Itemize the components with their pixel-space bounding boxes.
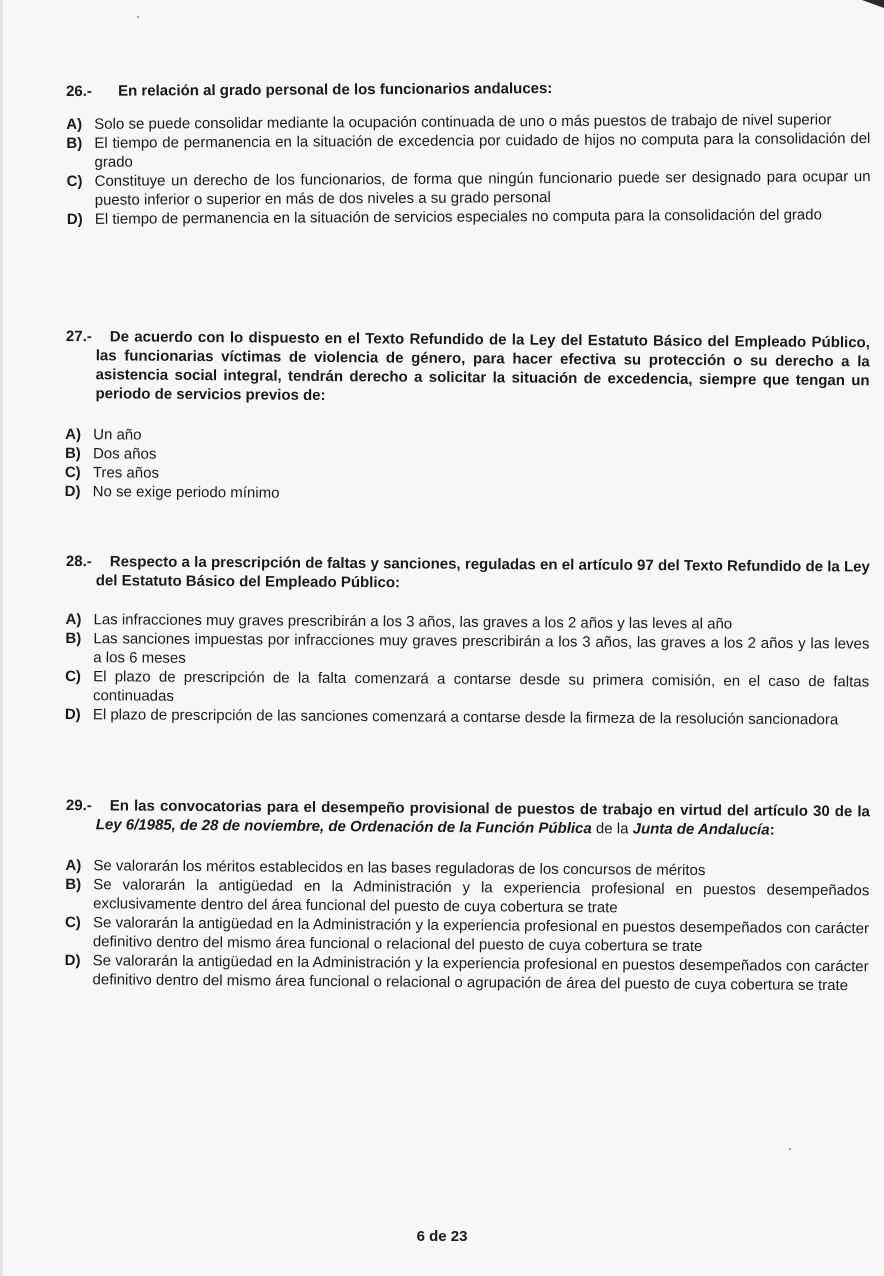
option-c[interactable] — [67, 167, 871, 210]
options-list — [64, 856, 869, 995]
question-number: 26.- — [66, 82, 92, 100]
option-letter: D) — [64, 705, 81, 724]
option-b[interactable] — [65, 875, 869, 919]
option-text: Un año — [93, 426, 142, 444]
option-b[interactable] — [65, 629, 869, 673]
institution-reference: Junta de Andalucía — [632, 820, 770, 839]
option-d[interactable] — [64, 951, 868, 995]
option-text: El tiempo de permanencia en la situación de servicios especiales no computa para la consolidación del grado — [94, 206, 822, 228]
option-letter: C) — [64, 913, 81, 932]
option-text: El plazo de prescripción de la falta comenzará a contarse desde su primera comisión, en el caso de faltas continuadas — [92, 668, 870, 705]
option-c[interactable] — [65, 667, 869, 711]
options-list — [65, 425, 870, 507]
question-28 — [65, 552, 870, 730]
option-text: Tres años — [92, 464, 160, 482]
option-letter: D) — [66, 210, 83, 228]
option-text: Constituye un derecho de los funcionarios, de forma que ningún funcionario puede ser designado para ocupar un puesto inferior o superior en más de dos niveles a su grado personal — [94, 168, 871, 209]
question-stem: Respecto a la prescripción de faltas y sanciones, reguladas en el artículo 97 del Texto Refundido de la Ley del Estatuto Básico del Empleado Público: — [95, 553, 870, 592]
question-number: 27.- — [65, 327, 92, 346]
question-header — [65, 327, 870, 409]
option-text: Dos años — [92, 445, 157, 463]
question-number: 28.- — [65, 553, 92, 571]
option-text: Las sanciones impuestas por infracciones muy graves prescribirán a los 3 años, las graves a los 2 años y las leves a los 6 meses — [93, 630, 870, 667]
question-header — [66, 796, 870, 840]
question-29 — [64, 796, 869, 995]
options-list — [65, 610, 870, 730]
option-letter: C) — [65, 667, 82, 686]
question-header — [66, 552, 870, 596]
option-b[interactable] — [66, 129, 870, 172]
option-letter: B) — [65, 875, 82, 894]
option-letter: A) — [65, 425, 82, 444]
scan-speck — [789, 1148, 791, 1150]
question-stem: De acuerdo con lo dispuesto en el Texto Refundido de la Ley del Estatuto Básico del Empleado Público, las funcionarias víctimas de violencia de género, para hacer efectiva su protección o su derecho a la asistencia social integral, tendrán derecho a solicitar la situación de excedencia, siempre que tengan un periodo de servicios previos de: — [95, 328, 870, 405]
question-26 — [66, 77, 871, 229]
option-letter: C) — [66, 172, 83, 190]
question-stem: En relación al grado personal de los funcionarios andaluces: — [118, 80, 553, 100]
question-stem-part: : — [769, 821, 775, 839]
question-header — [66, 77, 870, 101]
question-stem-part: de la — [591, 820, 633, 838]
option-letter: B) — [64, 444, 81, 463]
option-letter: A) — [66, 115, 83, 133]
scan-speck — [137, 16, 139, 18]
option-c[interactable] — [65, 913, 869, 957]
option-text: Se valorarán los méritos establecidos en las bases reguladoras de los concursos de méritos — [93, 857, 706, 880]
question-number: 29.- — [65, 796, 92, 815]
option-text: No se exige periodo mínimo — [92, 483, 280, 502]
option-text: Se valorarán la antigüedad en la Administración y la experiencia profesional en puestos desempeñados exclusivamente dentro del área funcional del puesto de cuya cobertura se trate — [93, 876, 870, 917]
option-d[interactable] — [67, 205, 871, 229]
option-letter: B) — [66, 134, 83, 152]
option-text: El tiempo de permanencia en la situación de excedencia por cuidado de hijos no computa para la consolidación del grado — [94, 130, 871, 171]
page-edge — [0, 0, 3, 1276]
question-stem-part: En las convocatorias para el desempeño provisional de puestos de trabajo en virtud del artículo 30 de la — [109, 797, 870, 821]
option-letter: D) — [64, 951, 81, 970]
page-number: 6 de 23 — [416, 1228, 468, 1245]
option-letter: C) — [64, 463, 81, 482]
option-letter: A) — [65, 610, 82, 629]
option-text: Se valorarán la antigüedad en la Administración y la experiencia profesional en puestos desempeñados con carácter definitivo dentro del mismo área funcional o relacional del puesto de cuya cobertura se trate — [92, 914, 870, 956]
option-letter: D) — [64, 482, 81, 501]
options-list — [66, 110, 871, 229]
option-letter: A) — [65, 856, 82, 875]
corner-mark — [862, 0, 884, 8]
question-27 — [65, 327, 870, 507]
option-text: Las infracciones muy graves prescribirán a los 3 años, las graves a los 2 años y las leves al año — [93, 611, 733, 633]
law-reference: Ley 6/1985, de 28 de noviembre, de Ordenación de la Función Pública — [95, 816, 592, 838]
option-text: El plazo de prescripción de las sanciones comenzará a contarse desde la firmeza de la resolución sancionadora — [92, 706, 839, 729]
option-text: Se valorarán la antigüedad en la Administración y la experiencia profesional en puestos desempeñados con carácter definitivo dentro del mismo área funcional o relacional o agrupación de área del puesto de cuya cobertura se trate — [92, 952, 869, 995]
option-text: Solo se puede consolidar mediante la ocupación continuada de uno o más puestos de trabajo de nivel superior — [94, 111, 832, 133]
option-letter: B) — [65, 629, 82, 648]
